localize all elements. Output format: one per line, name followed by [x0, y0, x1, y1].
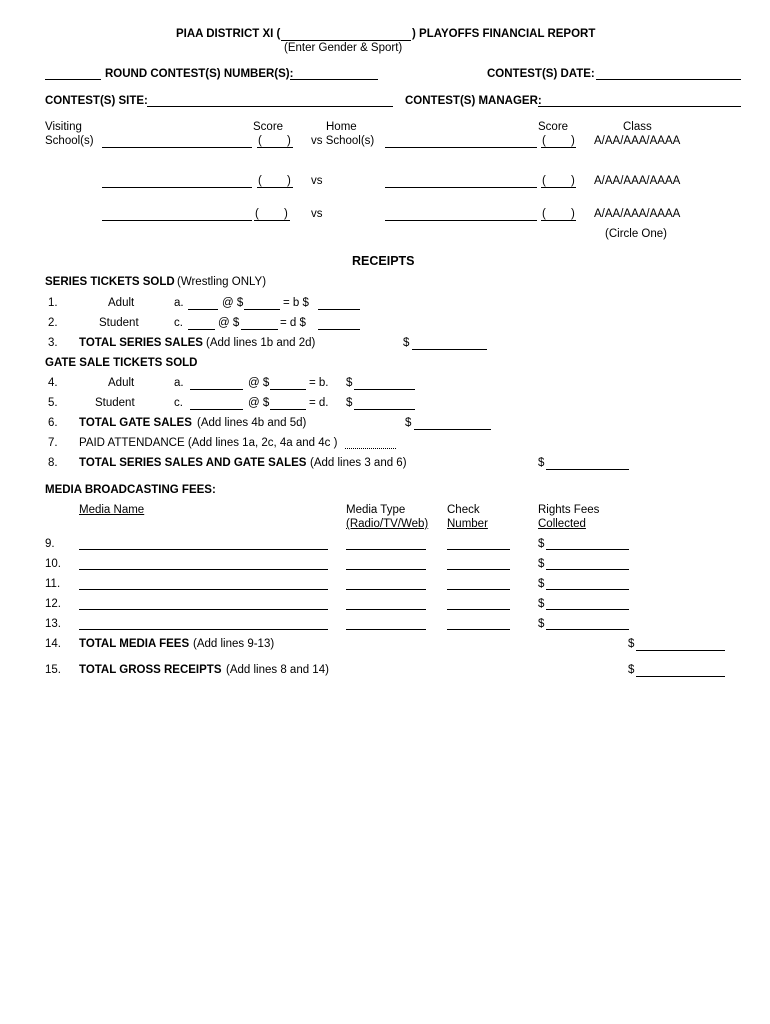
col-check-2: Number	[447, 518, 488, 530]
paren-open: (	[258, 135, 262, 147]
total-gate-input[interactable]	[414, 429, 491, 430]
line-number: 3.	[48, 337, 58, 349]
dollar-sign: $	[628, 638, 635, 650]
receipts-title: RECEIPTS	[352, 254, 415, 268]
title-left: PIAA DISTRICT XI (	[176, 28, 281, 40]
line-number: 6.	[48, 417, 58, 429]
rights-fee-input[interactable]	[546, 589, 629, 590]
vs-label: vs	[311, 175, 323, 187]
media-type-input[interactable]	[346, 629, 426, 630]
total-both-label: TOTAL SERIES SALES AND GATE SALES	[79, 457, 307, 469]
total-series-input[interactable]	[412, 349, 487, 350]
media-type-input[interactable]	[346, 589, 426, 590]
class-options[interactable]: A/AA/AAA/AAAA	[594, 135, 681, 147]
col-fees: Rights Fees	[538, 504, 600, 516]
paren-open: (	[542, 175, 546, 187]
line-number: 7.	[48, 437, 58, 449]
col-check: Check	[447, 504, 480, 516]
col-media-type: Media Type	[346, 504, 406, 516]
home-label: Home	[326, 121, 357, 133]
paid-attendance-label: PAID ATTENDANCE (Add lines 1a, 2c, 4a and 4c )	[79, 437, 338, 449]
paren-close: )	[284, 208, 288, 220]
line-number: 8.	[48, 457, 58, 469]
paren-open: (	[542, 135, 546, 147]
col-media-name: Media Name	[79, 504, 145, 516]
dollar-sign: $	[538, 578, 545, 590]
site-input-line[interactable]	[147, 106, 393, 107]
dollar-sign: $	[346, 397, 353, 409]
line-number: 13.	[45, 618, 61, 630]
gate-student-qty-input[interactable]	[190, 409, 243, 410]
line-number: 14.	[45, 638, 61, 650]
rights-fee-input[interactable]	[546, 549, 629, 550]
paid-attendance-input[interactable]	[345, 448, 396, 449]
total-gate-label: TOTAL GATE SALES	[79, 417, 192, 429]
media-name-input[interactable]	[79, 589, 328, 590]
visiting-label: Visiting	[45, 121, 82, 133]
eq-d: = d $	[280, 317, 306, 329]
visiting-school-input[interactable]	[102, 187, 252, 188]
check-number-input[interactable]	[447, 609, 510, 610]
paren-close: )	[287, 175, 291, 187]
dollar-sign: $	[538, 457, 545, 469]
col-media-type-2: (Radio/TV/Web)	[346, 518, 429, 530]
gate-student-price-input[interactable]	[270, 409, 306, 410]
gate-adult-qty-input[interactable]	[190, 389, 243, 390]
contest-number-input-line[interactable]	[290, 79, 378, 80]
line-number: 11.	[45, 578, 61, 590]
line-number: 4.	[48, 377, 58, 389]
rights-fee-input[interactable]	[546, 609, 629, 610]
round-label: ROUND CONTEST(S) NUMBER(S):	[105, 68, 294, 80]
c-label: c.	[174, 317, 183, 329]
gate-student-total-input[interactable]	[354, 409, 415, 410]
check-number-input[interactable]	[447, 569, 510, 570]
series-student-qty-input[interactable]	[188, 329, 215, 330]
col-fees-2: Collected	[538, 518, 586, 530]
at-dollar: @ $	[248, 377, 270, 389]
media-name-input[interactable]	[79, 569, 328, 570]
media-type-input[interactable]	[346, 549, 426, 550]
total-gross-label: TOTAL GROSS RECEIPTS	[79, 664, 222, 676]
series-student-price-input[interactable]	[241, 329, 278, 330]
rights-fee-input[interactable]	[546, 569, 629, 570]
line-number: 15.	[45, 664, 61, 676]
dollar-sign: $	[405, 417, 412, 429]
eq-b: = b $	[283, 297, 309, 309]
a-label: a.	[174, 297, 184, 309]
date-input-line[interactable]	[596, 79, 741, 80]
paren-open: (	[542, 208, 546, 220]
total-series-note: (Add lines 1b and 2d)	[206, 337, 316, 349]
gate-adult-price-input[interactable]	[270, 389, 306, 390]
rights-fee-input[interactable]	[546, 629, 629, 630]
adult-label: Adult	[108, 297, 135, 309]
gate-heading: GATE SALE TICKETS SOLD	[45, 357, 198, 369]
vs-label: vs	[311, 208, 323, 220]
adult-label: Adult	[108, 377, 135, 389]
visiting-school-input[interactable]	[102, 147, 252, 148]
total-media-input[interactable]	[636, 650, 725, 651]
manager-label: CONTEST(S) MANAGER:	[405, 95, 542, 107]
total-series-label: TOTAL SERIES SALES	[79, 337, 203, 349]
total-gross-input[interactable]	[636, 676, 725, 677]
line-number: 5.	[48, 397, 58, 409]
dollar-sign: $	[538, 558, 545, 570]
score-label-2: Score	[538, 121, 569, 133]
eq-d: = d.	[309, 397, 329, 409]
student-label: Student	[95, 397, 135, 409]
series-heading: SERIES TICKETS SOLD	[45, 276, 175, 288]
total-media-label: TOTAL MEDIA FEES	[79, 638, 190, 650]
check-number-input[interactable]	[447, 629, 510, 630]
circle-one-note: (Circle One)	[605, 228, 667, 240]
total-media-note: (Add lines 9-13)	[193, 638, 275, 650]
check-number-input[interactable]	[447, 589, 510, 590]
round-input-line[interactable]	[45, 79, 101, 80]
home-school-input[interactable]	[385, 187, 537, 188]
media-name-input[interactable]	[79, 549, 328, 550]
total-gate-note: (Add lines 4b and 5d)	[197, 417, 307, 429]
check-number-input[interactable]	[447, 549, 510, 550]
visiting-school-input[interactable]	[102, 220, 252, 221]
total-gross-note: (Add lines 8 and 14)	[226, 664, 329, 676]
at-dollar: @ $	[218, 317, 240, 329]
home-school-input[interactable]	[385, 147, 537, 148]
paren-open: (	[255, 208, 259, 220]
paren-close: )	[287, 135, 291, 147]
media-heading: MEDIA BROADCASTING FEES:	[45, 484, 216, 496]
media-name-input[interactable]	[79, 609, 328, 610]
dollar-sign: $	[538, 618, 545, 630]
dollar-sign: $	[628, 664, 635, 676]
line-number: 2.	[48, 317, 58, 329]
paren-close: )	[571, 175, 575, 187]
paren-open: (	[258, 175, 262, 187]
student-label: Student	[99, 317, 139, 329]
series-note: (Wrestling ONLY)	[177, 276, 267, 288]
media-type-input[interactable]	[346, 569, 426, 570]
at-dollar: @ $	[222, 297, 244, 309]
a-label: a.	[174, 377, 184, 389]
at-dollar: @ $	[248, 397, 270, 409]
media-name-input[interactable]	[79, 629, 328, 630]
line-number: 10.	[45, 558, 61, 570]
total-both-input[interactable]	[546, 469, 629, 470]
dollar-sign: $	[538, 538, 545, 550]
class-options[interactable]: A/AA/AAA/AAAA	[594, 175, 681, 187]
home-label-2: vs School(s)	[311, 135, 375, 147]
c-label: c.	[174, 397, 183, 409]
line-number: 1.	[48, 297, 58, 309]
dollar-sign: $	[346, 377, 353, 389]
title-right: ) PLAYOFFS FINANCIAL REPORT	[412, 28, 596, 40]
series-adult-qty-input[interactable]	[188, 309, 218, 310]
gate-adult-total-input[interactable]	[354, 389, 415, 390]
home-school-input[interactable]	[385, 220, 537, 221]
class-label: Class	[623, 121, 652, 133]
media-type-input[interactable]	[346, 609, 426, 610]
line-number: 9.	[45, 538, 55, 550]
subtitle: (Enter Gender & Sport)	[284, 42, 403, 54]
paren-close: )	[571, 135, 575, 147]
series-adult-price-input[interactable]	[244, 309, 280, 310]
score-label: Score	[253, 121, 284, 133]
visiting-label-2: School(s)	[45, 135, 94, 147]
manager-input-line[interactable]	[538, 106, 741, 107]
sport-input-line[interactable]	[281, 40, 411, 41]
class-options[interactable]: A/AA/AAA/AAAA	[594, 208, 681, 220]
eq-b: = b.	[309, 377, 329, 389]
total-both-note: (Add lines 3 and 6)	[310, 457, 407, 469]
date-label: CONTEST(S) DATE:	[487, 68, 595, 80]
line-number: 12.	[45, 598, 61, 610]
site-label: CONTEST(S) SITE:	[45, 95, 148, 107]
paren-close: )	[571, 208, 575, 220]
dollar-sign: $	[538, 598, 545, 610]
series-adult-total-input[interactable]	[318, 309, 360, 310]
dollar-sign: $	[403, 337, 410, 349]
series-student-total-input[interactable]	[318, 329, 360, 330]
